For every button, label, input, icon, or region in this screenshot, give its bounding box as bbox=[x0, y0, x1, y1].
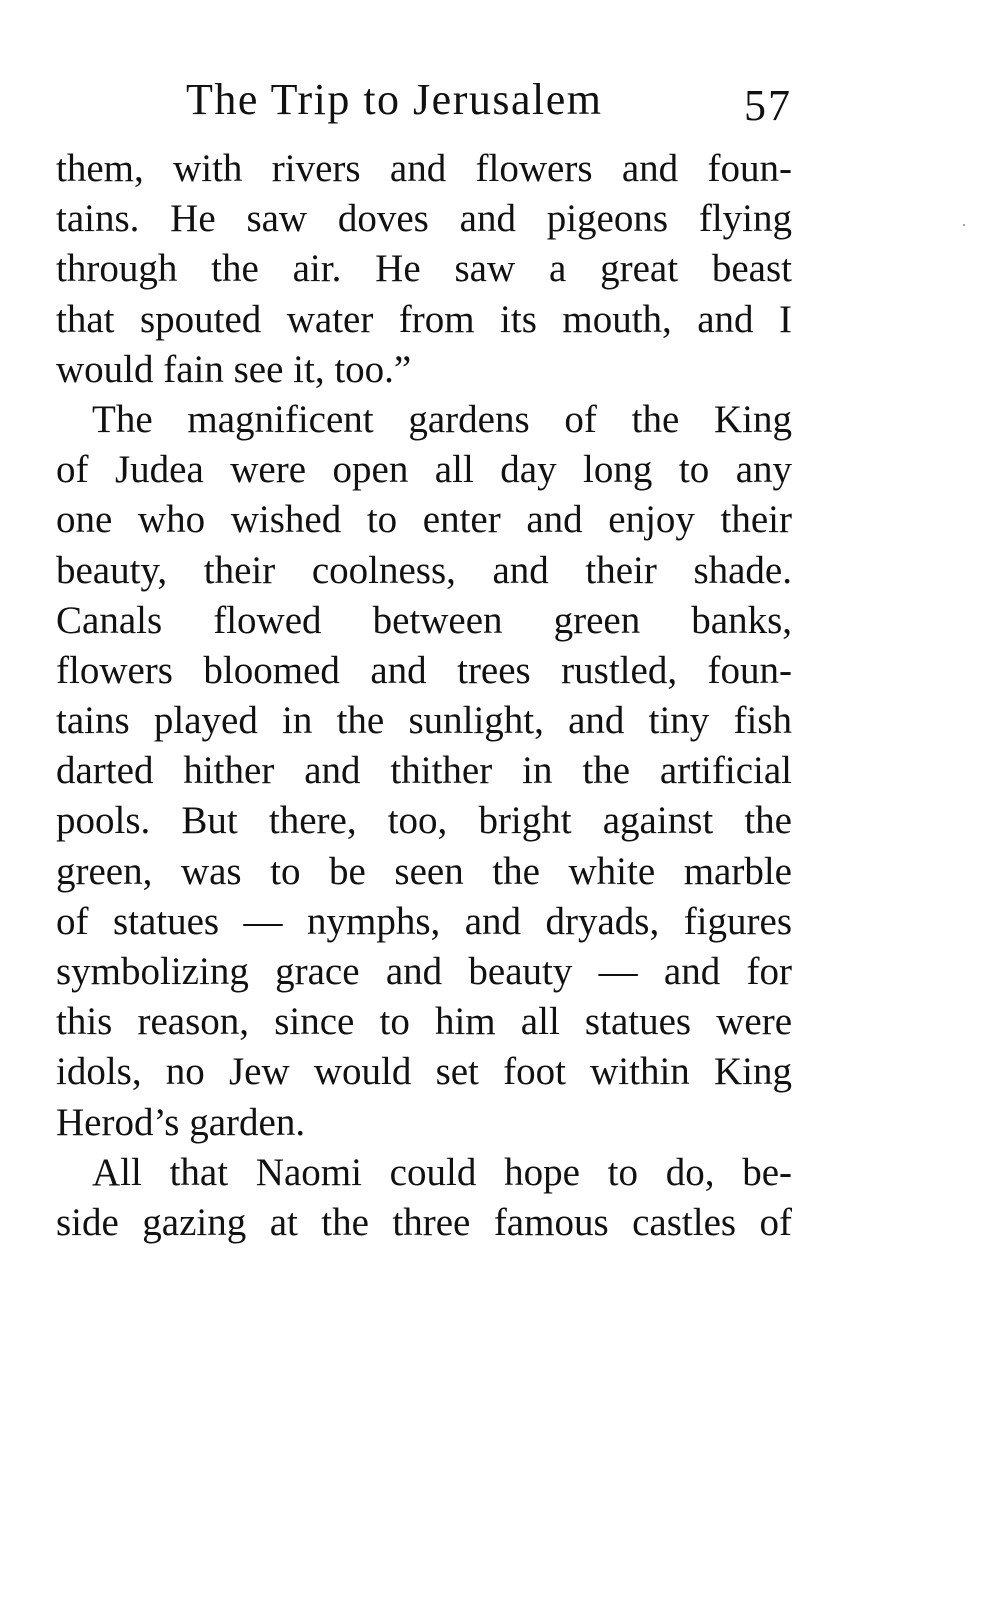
page-number: 57 bbox=[744, 81, 792, 130]
text-line: pools. But there, too, bright against the bbox=[56, 799, 792, 843]
text-line: side gazing at the three famous castles of bbox=[56, 1200, 792, 1244]
text-line: this reason, since to him all statues were bbox=[56, 1000, 792, 1044]
body-text bbox=[56, 144, 792, 1248]
text-line: darted hither and thither in the artificial bbox=[56, 749, 792, 793]
paragraph-first-line: The magnificent gardens of the King bbox=[92, 397, 792, 441]
text-line: them, with rivers and flowers and foun- bbox=[56, 147, 792, 190]
scan-speck bbox=[963, 224, 965, 226]
paragraph-first-line: All that Naomi could hope to do, be- bbox=[92, 1150, 792, 1194]
text-line: of Judea were open all day long to any bbox=[56, 448, 792, 492]
text-line: beauty, their coolness, and their shade. bbox=[56, 548, 792, 592]
text-line: Canals flowed between green banks, bbox=[56, 598, 792, 642]
text-line: green, was to be seen the white marble bbox=[56, 849, 792, 893]
text-line: would fain see it, too.” bbox=[56, 347, 412, 391]
text-line: of statues — nymphs, and dryads, figures bbox=[56, 899, 792, 943]
text-line: through the air. He saw a great beast bbox=[56, 247, 792, 291]
text-line: idols, no Jew would set foot within King bbox=[56, 1050, 792, 1094]
running-head bbox=[56, 70, 792, 130]
text-line: symbolizing grace and beauty — and for bbox=[56, 950, 792, 993]
text-line: flowers bloomed and trees rustled, foun- bbox=[56, 648, 792, 692]
running-title: The Trip to Jerusalem bbox=[186, 75, 603, 124]
text-line: tains played in the sunlight, and tiny fish bbox=[56, 699, 792, 743]
text-line: one who wished to enter and enjoy their bbox=[56, 498, 792, 542]
text-line: tains. He saw doves and pigeons flying bbox=[56, 197, 792, 241]
text-line: Herod’s garden. bbox=[56, 1100, 306, 1144]
text-line: that spouted water from its mouth, and I bbox=[56, 297, 792, 341]
